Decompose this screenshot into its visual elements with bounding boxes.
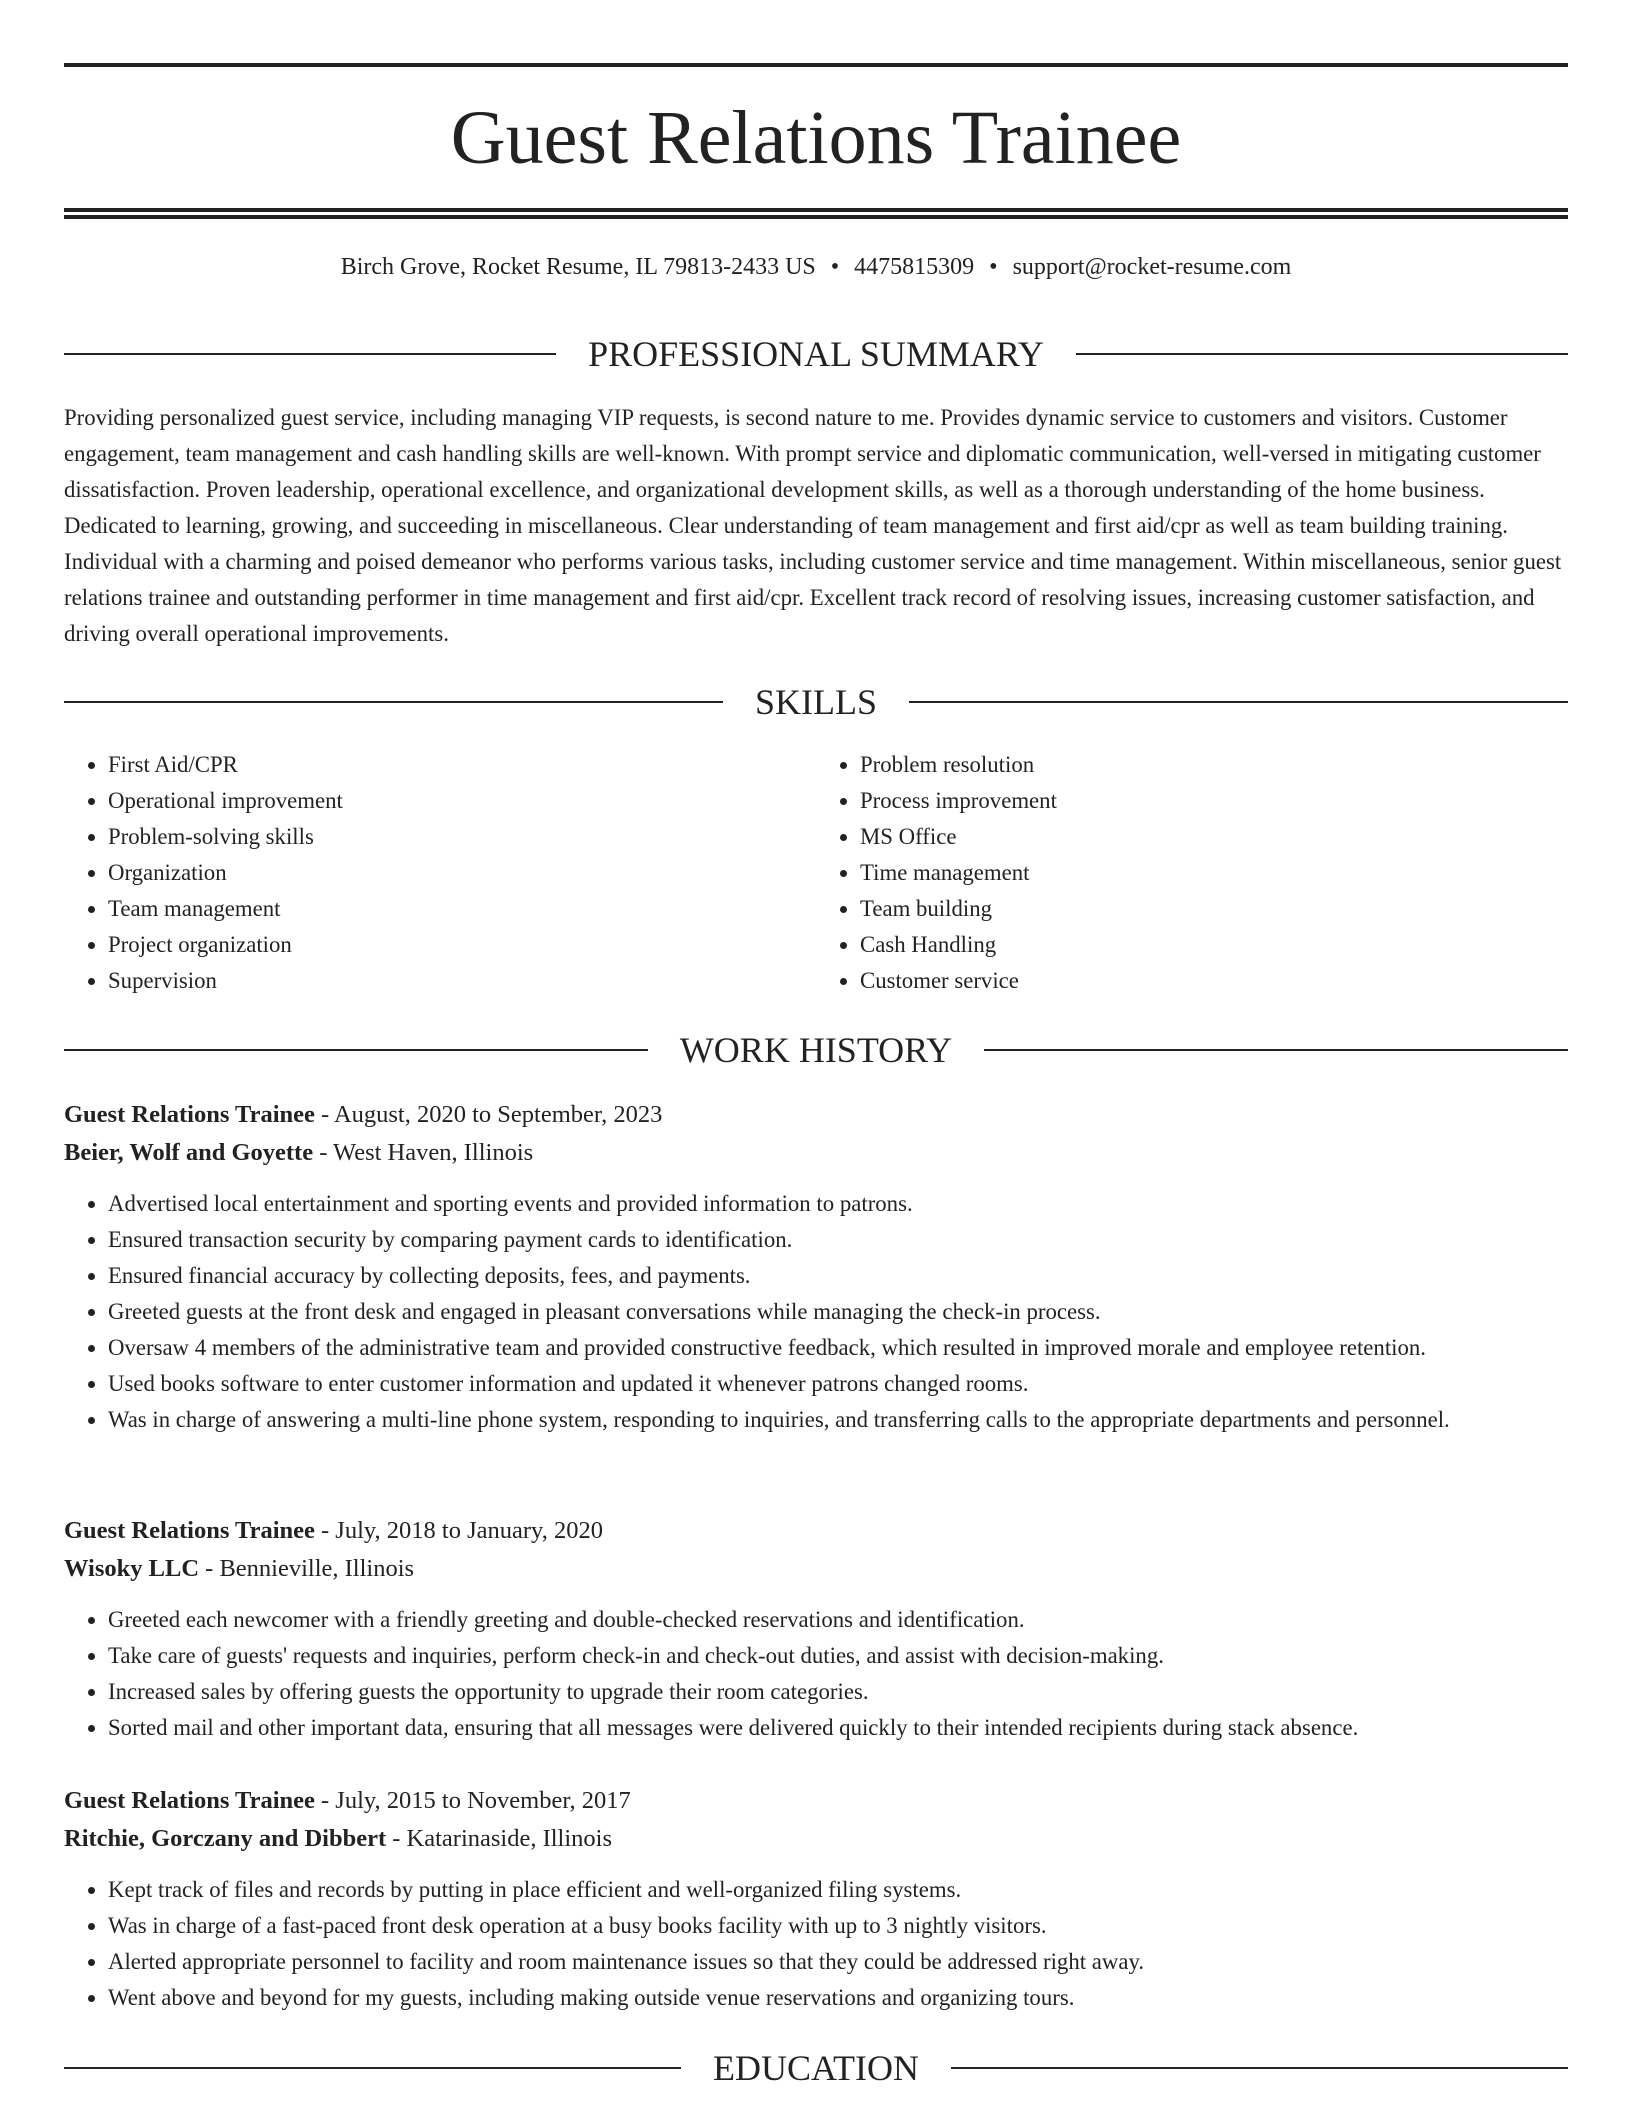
job-bullet: • Greeted each newcomer with a friendly greeting and double-checked reservations and identification. <box>108 1602 1568 1638</box>
job-title-line <box>64 1096 1568 1134</box>
job-title-line <box>64 1512 1568 1550</box>
job-bullet: • Was in charge of a fast-paced front desk operation at a busy books facility with up to 3 nightly visitors. <box>108 1908 1568 1944</box>
section-title-work: WORK HISTORY <box>679 1030 953 1070</box>
section-rule-right <box>909 701 1568 703</box>
job-dates: - July, 2018 to January, 2020 <box>314 1517 603 1544</box>
job-location: - West Haven, Illinois <box>313 1139 534 1166</box>
job-bullet: • Alerted appropriate personnel to facility and room maintenance issues so that they could be addressed right away. <box>108 1944 1568 1980</box>
job-entry <box>64 1096 1568 1438</box>
skill-item: • Team building <box>860 891 1568 927</box>
job-title-line <box>64 1782 1568 1820</box>
section-title-education: EDUCATION <box>713 2048 919 2088</box>
section-rule-left <box>64 2067 681 2069</box>
skill-item: • First Aid/CPR <box>108 747 816 783</box>
job-bullet: • Oversaw 4 members of the administrative team and provided constructive feedback, which resulted in improved morale and employee retention. <box>108 1330 1568 1366</box>
skills-list-left <box>64 747 816 999</box>
job-bullet: • Kept track of files and records by putting in place efficient and well-organized filing systems. <box>108 1872 1568 1908</box>
job-bullets <box>64 1186 1568 1438</box>
job-bullet: • Ensured transaction security by comparing payment cards to identification. <box>108 1222 1568 1258</box>
skill-item: • Organization <box>108 855 816 891</box>
job-bullet: • Ensured financial accuracy by collecting deposits, fees, and payments. <box>108 1258 1568 1294</box>
job-title: Guest Relations Trainee <box>64 1787 315 1814</box>
contact-email: support@rocket-resume.com <box>1012 254 1292 280</box>
section-rule-right <box>951 2067 1568 2069</box>
title-rule-upper <box>64 208 1568 212</box>
top-rule <box>64 63 1568 67</box>
job-bullet: • Sorted mail and other important data, ensuring that all messages were delivered quickly to their intended recipients during stack absence. <box>108 1710 1568 1746</box>
contact-line <box>64 254 1568 281</box>
skills-list-right <box>816 747 1568 999</box>
section-rule-left <box>64 353 556 355</box>
skill-item: • Supervision <box>108 963 816 999</box>
skill-item: • Problem-solving skills <box>108 819 816 855</box>
section-title-summary: PROFESSIONAL SUMMARY <box>588 334 1044 374</box>
job-bullet: • Advertised local entertainment and sporting events and provided information to patrons. <box>108 1186 1568 1222</box>
skill-item: • Team management <box>108 891 816 927</box>
section-header-education <box>64 2047 1568 2089</box>
job-company-line <box>64 1550 1568 1588</box>
job-title: Guest Relations Trainee <box>64 1517 315 1544</box>
job-bullet: • Was in charge of answering a multi-line phone system, responding to inquiries, and transferring calls to the appropriate departments and personnel. <box>108 1402 1568 1438</box>
job-company: Wisoky LLC <box>64 1555 200 1582</box>
job-entry <box>64 1512 1568 1746</box>
job-dates: - July, 2015 to November, 2017 <box>314 1787 631 1814</box>
section-header-work <box>64 1029 1568 1071</box>
skill-item: • Problem resolution <box>860 747 1568 783</box>
section-header-summary <box>64 333 1568 375</box>
section-rule-left <box>64 701 723 703</box>
contact-phone: 4475815309 <box>854 254 975 280</box>
skill-item: • Time management <box>860 855 1568 891</box>
job-bullets <box>64 1872 1568 2016</box>
job-bullet: • Greeted guests at the front desk and engaged in pleasant conversations while managing the check-in process. <box>108 1294 1568 1330</box>
job-title: Guest Relations Trainee <box>64 1101 315 1128</box>
job-dates: - August, 2020 to September, 2023 <box>314 1101 663 1128</box>
section-header-skills <box>64 681 1568 723</box>
contact-address: Birch Grove, Rocket Resume, IL 79813-2433 US <box>340 254 816 280</box>
section-rule-right <box>984 1049 1568 1051</box>
job-bullets <box>64 1602 1568 1746</box>
job-bullet: • Went above and beyond for my guests, including making outside venue reservations and organizing tours. <box>108 1980 1568 2016</box>
job-bullet: • Take care of guests' requests and inquiries, perform check-in and check-out duties, and assist with decision-making. <box>108 1638 1568 1674</box>
job-bullet: • Used books software to enter customer information and updated it whenever patrons changed rooms. <box>108 1366 1568 1402</box>
skill-item: • Project organization <box>108 927 816 963</box>
title-rule-lower <box>64 215 1568 219</box>
job-company-line <box>64 1820 1568 1858</box>
job-company: Beier, Wolf and Goyette <box>64 1139 314 1166</box>
skill-item: • Process improvement <box>860 783 1568 819</box>
job-location: - Katarinaside, Illinois <box>386 1825 613 1852</box>
contact-separator: • <box>830 254 840 280</box>
job-company: Ritchie, Gorczany and Dibbert <box>64 1825 387 1852</box>
job-location: - Bennieville, Illinois <box>199 1555 415 1582</box>
job-bullet: • Increased sales by offering guests the opportunity to upgrade their room categories. <box>108 1674 1568 1710</box>
section-rule-left <box>64 1049 648 1051</box>
section-title-skills: SKILLS <box>755 682 878 722</box>
skills-columns <box>64 747 1568 999</box>
section-rule-right <box>1076 353 1568 355</box>
skill-item: • Cash Handling <box>860 927 1568 963</box>
skill-item: • Operational improvement <box>108 783 816 819</box>
summary-text: Providing personalized guest service, including managing VIP requests, is second nature to me. Provides dynamic service to customers and visitors. Customer engagement, team management and cash handling skills are well-known. With prompt service and diplomatic communication, well-versed in mitigating customer dissatisfaction. Proven leadership, operational excellence, and organizational development skills, as well as a thorough understanding of the home business. Dedicated to learning, growing, and succeeding in miscellaneous. Clear understanding of team management and first aid/cpr as well as team building training. Individual with a charming and poised demeanor who performs various tasks, including customer service and time management. Within miscellaneous, senior guest relations trainee and outstanding performer in time management and first aid/cpr. Excellent track record of resolving issues, increasing customer satisfaction, and driving overall operational improvements. <box>64 405 1562 646</box>
contact-separator: • <box>989 254 998 280</box>
skill-item: • MS Office <box>860 819 1568 855</box>
job-company-line <box>64 1134 1568 1172</box>
resume-title: Guest Relations Trainee <box>450 96 1182 180</box>
skill-item: • Customer service <box>860 963 1568 999</box>
job-entry <box>64 1782 1568 2016</box>
